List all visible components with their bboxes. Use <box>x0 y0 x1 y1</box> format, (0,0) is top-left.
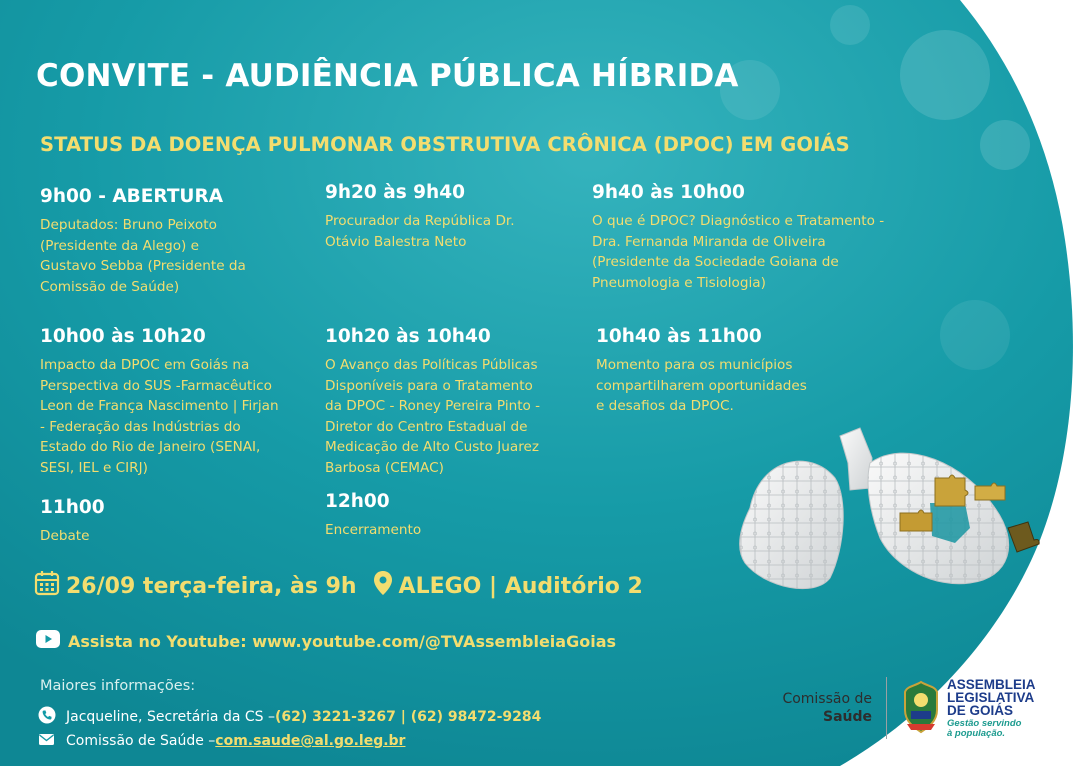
bokeh-circle <box>830 5 870 45</box>
phone-number-1[interactable]: (62) 3221-3267 <box>274 709 396 725</box>
venue-label: ALEGO | Auditório 2 <box>398 573 643 599</box>
phone-label: Jacqueline, Secretária da CS – <box>66 709 275 725</box>
subtitle: STATUS DA DOENÇA PULMONAR OBSTRUTIVA CRÔNICA (DPOC) EM GOIÁS <box>40 133 850 156</box>
bokeh-circle <box>940 300 1010 370</box>
footer-logos <box>768 672 1068 744</box>
slot-description: Impacto da DPOC em Goiás na Perspectiva do SUS -Farmacêutico Leon de França Nascimento | Firjan - Federação das Indústrias do Estado do Rio de Janeiro (SENAI, SESI, IEL e CIRJ) <box>40 357 279 476</box>
slot-description: Deputados: Bruno Peixoto (Presidente da Alego) e Gustavo Sebba (Presidente da Comissão de Saúde) <box>40 217 246 295</box>
youtube-icon <box>36 630 60 652</box>
lungs-puzzle-illustration <box>720 418 1060 608</box>
schedule-slot <box>325 182 585 252</box>
phone-icon <box>38 706 56 728</box>
alego-logo-text: ASSEMBLEIA LEGISLATIVA DE GOIÁS Gestão servindo à população. <box>947 676 1036 739</box>
schedule-slot <box>592 182 952 293</box>
slot-description: O que é DPOC? Diagnóstico e Tratamento - Dra. Fernanda Miranda de Oliveira (Presidente da Sociedade Goiana de Pneumologia e Tisiologia) <box>592 213 885 291</box>
coat-of-arms-icon <box>901 678 941 738</box>
comissao-saude-logo: Comissão de Saúde <box>782 691 872 725</box>
youtube-link[interactable] <box>36 630 616 652</box>
page-title: CONVITE - AUDIÊNCIA PÚBLICA HÍBRIDA <box>36 58 739 94</box>
logo-divider <box>886 677 887 739</box>
event-date-venue <box>34 570 643 602</box>
schedule-slot <box>325 326 595 478</box>
email-link[interactable]: com.saude@al.go.leg.br <box>215 733 406 749</box>
bokeh-circle <box>900 30 990 120</box>
schedule-slot <box>325 491 525 541</box>
slot-time: 10h40 às 11h00 <box>596 326 762 347</box>
phone-number-2[interactable]: (62) 98472-9284 <box>410 709 542 725</box>
event-date: 26/09 terça-feira, às 9h <box>66 573 357 599</box>
slot-description: Encerramento <box>325 522 422 538</box>
schedule-slot <box>596 326 876 417</box>
phone-contact <box>38 706 541 728</box>
schedule-slot <box>40 186 310 297</box>
event-venue <box>373 570 643 602</box>
slot-time: 11h00 <box>40 497 105 518</box>
bokeh-circle <box>980 120 1030 170</box>
schedule-slot <box>40 497 240 547</box>
slot-description: Procurador da República Dr. Otávio Balestra Neto <box>325 213 515 250</box>
slot-time: 9h00 - ABERTURA <box>40 186 224 207</box>
schedule-slot <box>40 326 320 478</box>
slot-time: 12h00 <box>325 491 390 512</box>
slot-time: 10h20 às 10h40 <box>325 326 491 347</box>
slot-description: O Avanço das Políticas Públicas Disponíveis para o Tratamento da DPOC - Roney Pereira Pinto - Diretor do Centro Estadual de Medicação de Alto Custo Juarez Barbosa (CEMAC) <box>325 357 541 476</box>
calendar-icon <box>34 570 60 602</box>
phone-separator: | <box>395 709 411 725</box>
location-pin-icon <box>373 570 393 602</box>
email-label: Comissão de Saúde – <box>66 733 216 749</box>
slot-description: Debate <box>40 528 90 544</box>
slot-time: 9h20 às 9h40 <box>325 182 465 203</box>
email-icon <box>38 732 56 750</box>
more-info-heading: Maiores informações: <box>40 678 196 694</box>
youtube-text: Assista no Youtube: www.youtube.com/@TVAssembleiaGoias <box>68 631 617 651</box>
slot-time: 9h40 às 10h00 <box>592 182 745 203</box>
email-contact <box>38 732 405 750</box>
slot-time: 10h00 às 10h20 <box>40 326 206 347</box>
slot-description: Momento para os municípios compartilharem oportunidades e desafios da DPOC. <box>596 357 807 414</box>
